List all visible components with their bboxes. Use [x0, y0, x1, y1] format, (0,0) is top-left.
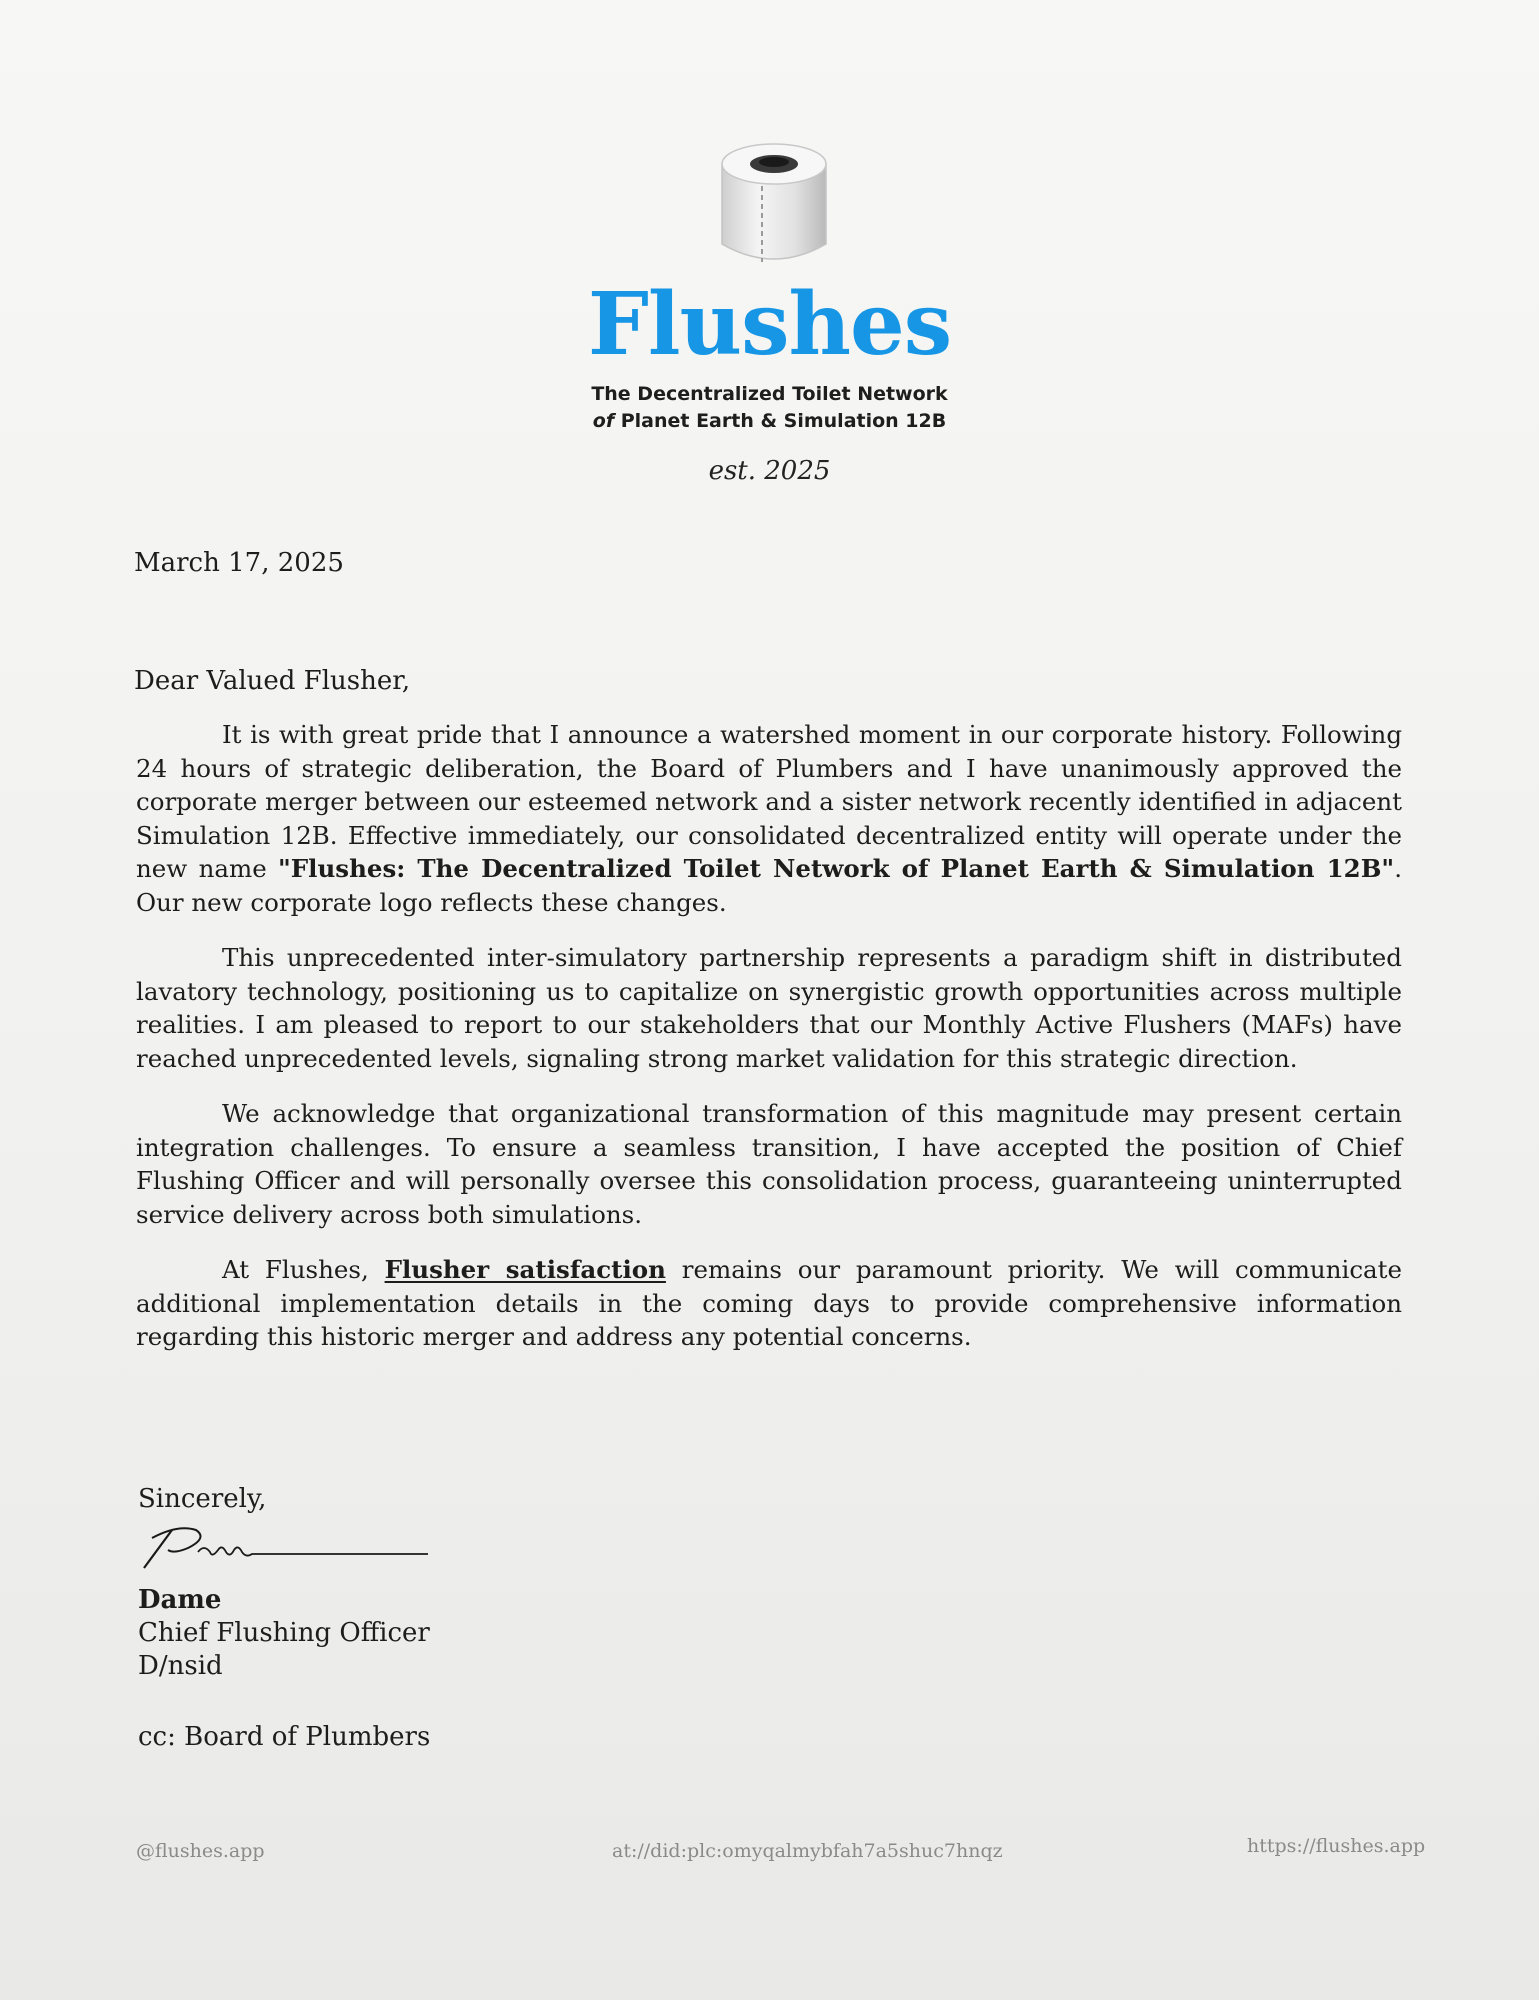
salutation: Dear Valued Flusher,	[134, 666, 411, 696]
new-company-name: "Flushes: The Decentralized Toilet Network of Planet Earth & Simulation 12B"	[278, 854, 1395, 883]
signer-org: D/nsid	[138, 1651, 223, 1681]
tagline-line-1: The Decentralized Toilet Network	[591, 383, 948, 405]
paragraph-1: It is with great pride that I announce a watershed moment in our corporate history. Following 24 hours of strategic deliberation, the Board of Plumbers and I have unanimously approved the corporate merger between our esteemed network and a sister network recently identified in adjacent Simulation 12B. Effective immediately, our consolidated decentralized entity will operate under the new name "Flushes: The Decentralized Toilet Network of Planet Earth & Simulation 12B". Our new corporate logo reflects these changes.	[136, 720, 1402, 917]
signer-name: Dame	[138, 1585, 222, 1615]
toilet-paper-roll-icon	[716, 140, 832, 268]
signer-block	[138, 1584, 430, 1683]
letter-date: March 17, 2025	[134, 548, 344, 578]
valediction: Sincerely,	[138, 1484, 267, 1514]
brand-name: Flushes	[587, 274, 952, 375]
flusher-satisfaction-emphasis: Flusher satisfaction	[384, 1255, 666, 1284]
paragraph-4: At Flushes, Flusher satisfaction remains our paramount priority. We will communicate additional implementation details in the coming days to provide comprehensive information regarding this historic merger and address any potential concerns.	[136, 1255, 1403, 1351]
brand-tagline	[0, 381, 1539, 435]
tagline-line-2: of Planet Earth & Simulation 12B	[592, 410, 947, 432]
signature	[138, 1516, 438, 1576]
paragraph-3: We acknowledge that organizational transformation of this magnitude may present certain integration challenges. To ensure a seamless transition, I have accepted the position of Chief Flushing Officer and will personally oversee this consolidation process, guaranteeing uninterrupted service delivery across both simulations.	[136, 1099, 1402, 1229]
paragraph-2: This unprecedented inter-simulatory partnership represents a paradigm shift in distributed lavatory technology, positioning us to capitalize on synergistic growth opportunities across multiple realities. I am pleased to report to our stakeholders that our Monthly Active Flushers (MAFs) have reached unprecedented levels, signaling strong market validation for this strategic direction.	[136, 943, 1402, 1073]
footer-url: https://flushes.app	[1247, 1835, 1426, 1857]
established-year: est. 2025	[708, 456, 831, 486]
footer-handle: @flushes.app	[136, 1840, 265, 1862]
signer-title: Chief Flushing Officer	[138, 1618, 430, 1648]
cc-line: cc: Board of Plumbers	[138, 1722, 431, 1752]
letter-body	[136, 718, 1402, 1376]
footer-did: at://did:plc:omyqalmybfah7a5shuc7hnqz	[612, 1840, 1003, 1862]
